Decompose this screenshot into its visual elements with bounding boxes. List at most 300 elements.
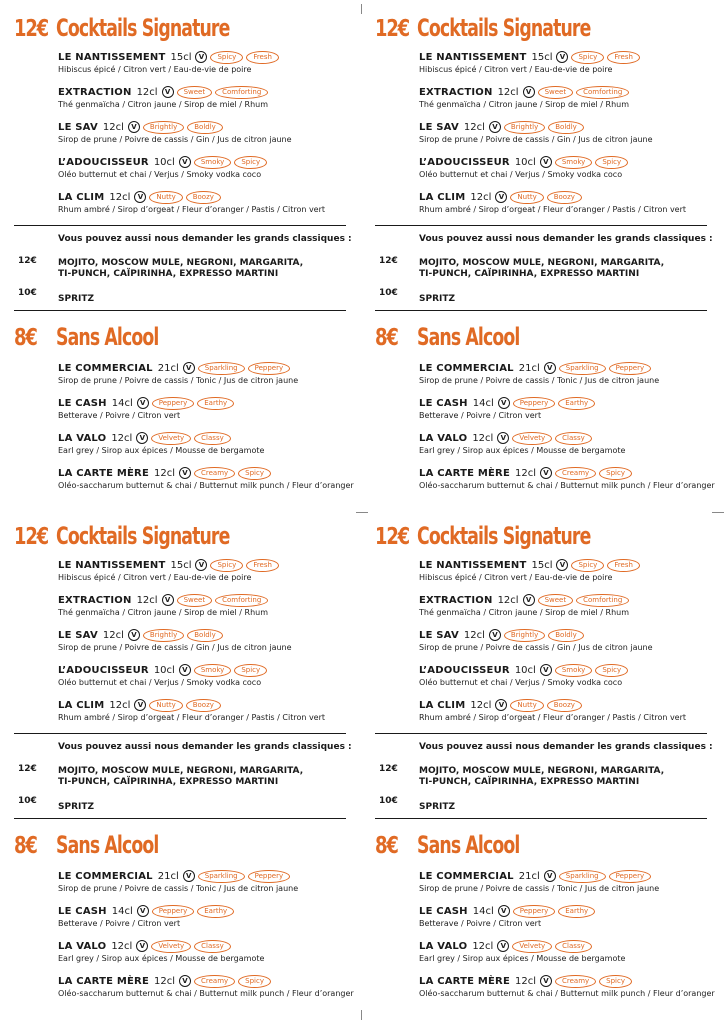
menu-item <box>419 663 724 687</box>
item-description: Oléo-saccharum butternut & chai / Butternut milk punch / Fleur d’oranger <box>58 481 354 490</box>
vegan-v-icon: V <box>498 905 510 917</box>
menu-item <box>419 431 724 455</box>
item-description: Betterave / Poivre / Citron vert <box>419 919 542 928</box>
item-name: LE COMMERCIAL <box>58 870 153 882</box>
item-name: LE CASH <box>58 905 107 917</box>
flavor-tag: Earthy <box>197 905 234 918</box>
flavor-tag: Peppery <box>609 870 652 883</box>
vegan-v-icon: V <box>136 940 148 952</box>
vegan-v-icon: V <box>195 51 207 63</box>
item-name: LE SAV <box>419 121 459 133</box>
vegan-v-icon: V <box>179 664 191 676</box>
flavor-tag: Earthy <box>197 397 234 410</box>
menu-item <box>419 698 724 722</box>
flavor-tag: Boozy <box>186 191 221 204</box>
flavor-tag: Comforting <box>215 86 268 99</box>
flavor-tag: Fresh <box>607 559 640 572</box>
classics-intro: Vous pouvez aussi nous demander les grands classiques : <box>419 742 713 752</box>
flavor-tag: Sparkling <box>198 870 245 883</box>
menu-item <box>58 155 366 179</box>
classics-price: 12€ <box>18 764 37 774</box>
section-title: Sans Alcool <box>417 323 520 351</box>
classics-price: 12€ <box>379 256 398 266</box>
spritz-label: SPRITZ <box>58 294 95 304</box>
vegan-v-icon: V <box>498 397 510 409</box>
menu-card <box>375 14 724 512</box>
flavor-tag: Classy <box>555 432 592 445</box>
flavor-tag: Peppery <box>513 905 556 918</box>
item-volume: 12cl <box>514 467 536 479</box>
vegan-v-icon: V <box>136 432 148 444</box>
spritz-price: 10€ <box>18 796 37 806</box>
flavor-tag: Earthy <box>558 397 595 410</box>
item-volume: 12cl <box>102 121 124 133</box>
item-name: LA VALO <box>58 940 107 952</box>
flavor-tag: Spicy <box>571 559 604 572</box>
spritz-label: SPRITZ <box>58 802 95 812</box>
item-name: LA CLIM <box>58 699 105 711</box>
item-description: Thé genmaïcha / Citron jaune / Sirop de miel / Rhum <box>58 608 269 617</box>
item-description: Sirop de prune / Poivre de cassis / Tonic / Jus de citron jaune <box>419 376 660 385</box>
flavor-tag: Brightly <box>504 121 545 134</box>
sans-alcool-header <box>375 831 724 865</box>
item-description: Rhum ambré / Sirop d’orgeat / Fleur d’oranger / Pastis / Citron vert <box>58 205 326 214</box>
flavor-tag: Fresh <box>607 51 640 64</box>
flavor-tag: Creamy <box>555 467 596 480</box>
item-volume: 12cl <box>109 191 131 203</box>
cocktails-list <box>14 50 366 214</box>
classics-price: 12€ <box>18 256 37 266</box>
item-description: Oléo butternut et chai / Verjus / Smoky vodka coco <box>58 678 262 687</box>
crop-mark <box>356 512 368 513</box>
item-name: LE NANTISSEMENT <box>419 51 527 63</box>
sans-alcool-header <box>14 323 366 357</box>
flavor-tag: Boozy <box>186 699 221 712</box>
item-name: LA VALO <box>58 432 107 444</box>
flavor-tag: Boldly <box>187 121 223 134</box>
item-description: Thé genmaïcha / Citron jaune / Sirop de miel / Rhum <box>419 608 630 617</box>
item-description: Oléo-saccharum butternut & chai / Butternut milk punch / Fleur d’oranger <box>419 989 715 998</box>
flavor-tag: Smoky <box>194 664 232 677</box>
vegan-v-icon: V <box>128 121 140 133</box>
item-description: Oléo-saccharum butternut & chai / Butternut milk punch / Fleur d’oranger <box>58 989 354 998</box>
vegan-v-icon: V <box>134 699 146 711</box>
vegan-v-icon: V <box>544 362 556 374</box>
item-description: Oléo butternut et chai / Verjus / Smoky vodka coco <box>419 170 623 179</box>
item-volume: 12cl <box>514 975 536 987</box>
vegan-v-icon: V <box>162 594 174 606</box>
flavor-tag: Spicy <box>595 156 628 169</box>
section-title: Cocktails Signature <box>417 14 591 42</box>
flavor-tag: Boldly <box>548 121 584 134</box>
flavor-tag: Classy <box>194 432 231 445</box>
flavor-tag: Peppery <box>609 362 652 375</box>
item-name: LE NANTISSEMENT <box>58 51 166 63</box>
sans-alcool-list <box>14 869 366 998</box>
flavor-tag: Spicy <box>571 51 604 64</box>
flavor-tag: Comforting <box>576 86 629 99</box>
menu-item <box>419 466 724 490</box>
flavor-tag: Creamy <box>194 975 235 988</box>
flavor-tag: Creamy <box>555 975 596 988</box>
item-volume: 10cl <box>153 664 175 676</box>
menu-item <box>58 904 366 928</box>
item-description: Betterave / Poivre / Citron vert <box>58 411 181 420</box>
item-description: Sirop de prune / Poivre de cassis / Tonic / Jus de citron jaune <box>58 884 299 893</box>
item-volume: 12cl <box>463 121 485 133</box>
vegan-v-icon: V <box>179 975 191 987</box>
classics-list-line2: TI-PUNCH, CAÏPIRINHA, EXPRESSO MARTINI <box>419 777 640 787</box>
classics-list-line2: TI-PUNCH, CAÏPIRINHA, EXPRESSO MARTINI <box>419 269 640 279</box>
item-description: Oléo butternut et chai / Verjus / Smoky vodka coco <box>58 170 262 179</box>
flavor-tag: Spicy <box>238 467 271 480</box>
spritz-price: 10€ <box>379 796 398 806</box>
flavor-tag: Nutty <box>510 191 543 204</box>
menu-item <box>419 628 724 652</box>
sans-alcool-list <box>14 361 366 490</box>
item-volume: 12cl <box>472 432 494 444</box>
menu-card <box>14 522 366 1020</box>
item-description: Hibiscus épicé / Citron vert / Eau-de-vie de poire <box>419 573 613 582</box>
item-name: LE SAV <box>58 629 98 641</box>
vegan-v-icon: V <box>544 870 556 882</box>
menu-item <box>419 190 724 214</box>
flavor-tag: Velvety <box>151 432 191 445</box>
vegan-v-icon: V <box>540 467 552 479</box>
menu-item <box>419 396 724 420</box>
cocktails-list <box>14 558 366 722</box>
cocktails-header <box>375 522 724 556</box>
item-description: Sirop de prune / Poivre de cassis / Gin / Jus de citron jaune <box>58 135 292 144</box>
item-volume: 12cl <box>153 467 175 479</box>
flavor-tag: Peppery <box>513 397 556 410</box>
classics-intro: Vous pouvez aussi nous demander les grands classiques : <box>58 234 352 244</box>
menu-item <box>419 155 724 179</box>
vegan-v-icon: V <box>540 664 552 676</box>
item-volume: 10cl <box>514 156 536 168</box>
item-volume: 15cl <box>531 559 553 571</box>
item-volume: 12cl <box>153 975 175 987</box>
section-price: 8€ <box>14 325 37 351</box>
classics-list-line1: MOJITO, MOSCOW MULE, NEGRONI, MARGARITA, <box>419 766 665 776</box>
vegan-v-icon: V <box>556 559 568 571</box>
classics-list-line1: MOJITO, MOSCOW MULE, NEGRONI, MARGARITA, <box>419 258 665 268</box>
classics-list-line2: TI-PUNCH, CAÏPIRINHA, EXPRESSO MARTINI <box>58 269 279 279</box>
menu-item <box>58 974 366 998</box>
menu-item <box>58 466 366 490</box>
item-volume: 14cl <box>472 397 494 409</box>
flavor-tag: Peppery <box>152 397 195 410</box>
item-description: Earl grey / Sirop aux épices / Mousse de bergamote <box>419 446 626 455</box>
sans-alcool-list <box>375 869 724 998</box>
menu-item <box>419 869 724 893</box>
item-volume: 10cl <box>153 156 175 168</box>
vegan-v-icon: V <box>183 870 195 882</box>
vegan-v-icon: V <box>137 905 149 917</box>
flavor-tag: Classy <box>194 940 231 953</box>
flavor-tag: Velvety <box>512 940 552 953</box>
menu-item <box>58 558 366 582</box>
item-name: L’ADOUCISSEUR <box>419 664 510 676</box>
item-name: LE COMMERCIAL <box>419 362 514 374</box>
item-description: Sirop de prune / Poivre de cassis / Tonic / Jus de citron jaune <box>419 884 660 893</box>
menu-item <box>58 50 366 74</box>
item-description: Betterave / Poivre / Citron vert <box>419 411 542 420</box>
item-description: Earl grey / Sirop aux épices / Mousse de bergamote <box>58 954 265 963</box>
flavor-tag: Sparkling <box>198 362 245 375</box>
item-volume: 15cl <box>170 559 192 571</box>
item-volume: 21cl <box>518 870 540 882</box>
item-name: LE COMMERCIAL <box>419 870 514 882</box>
menu-card <box>375 522 724 1020</box>
flavor-tag: Boozy <box>547 699 582 712</box>
item-description: Earl grey / Sirop aux épices / Mousse de bergamote <box>58 446 265 455</box>
classics-block <box>14 226 366 310</box>
item-name: L’ADOUCISSEUR <box>419 156 510 168</box>
item-volume: 10cl <box>514 664 536 676</box>
vegan-v-icon: V <box>183 362 195 374</box>
cocktails-list <box>375 558 724 722</box>
divider <box>375 310 707 311</box>
classics-block <box>375 734 724 818</box>
flavor-tag: Spicy <box>599 975 632 988</box>
flavor-tag: Peppery <box>248 362 291 375</box>
spritz-price: 10€ <box>18 288 37 298</box>
flavor-tag: Nutty <box>149 699 182 712</box>
classics-list-line1: MOJITO, MOSCOW MULE, NEGRONI, MARGARITA, <box>58 258 304 268</box>
item-volume: 12cl <box>102 629 124 641</box>
item-name: L’ADOUCISSEUR <box>58 156 149 168</box>
classics-list-line2: TI-PUNCH, CAÏPIRINHA, EXPRESSO MARTINI <box>58 777 279 787</box>
item-description: Sirop de prune / Poivre de cassis / Gin / Jus de citron jaune <box>58 643 292 652</box>
flavor-tag: Brightly <box>504 629 545 642</box>
section-price: 12€ <box>375 524 409 550</box>
flavor-tag: Sparkling <box>559 870 606 883</box>
cocktails-header <box>375 14 724 48</box>
item-name: EXTRACTION <box>58 86 132 98</box>
item-volume: 14cl <box>111 397 133 409</box>
flavor-tag: Nutty <box>149 191 182 204</box>
flavor-tag: Spicy <box>595 664 628 677</box>
spritz-label: SPRITZ <box>419 294 456 304</box>
flavor-tag: Smoky <box>194 156 232 169</box>
item-name: LE CASH <box>419 397 468 409</box>
flavor-tag: Fresh <box>246 51 279 64</box>
item-description: Hibiscus épicé / Citron vert / Eau-de-vie de poire <box>58 65 252 74</box>
flavor-tag: Smoky <box>555 664 593 677</box>
classics-price: 12€ <box>379 764 398 774</box>
vegan-v-icon: V <box>489 629 501 641</box>
menu-item <box>58 85 366 109</box>
menu-item <box>419 120 724 144</box>
flavor-tag: Earthy <box>558 905 595 918</box>
item-description: Rhum ambré / Sirop d’orgeat / Fleur d’oranger / Pastis / Citron vert <box>419 713 687 722</box>
item-volume: 12cl <box>497 86 519 98</box>
item-description: Sirop de prune / Poivre de cassis / Gin / Jus de citron jaune <box>419 643 653 652</box>
vegan-v-icon: V <box>128 629 140 641</box>
flavor-tag: Sweet <box>538 86 574 99</box>
section-price: 8€ <box>375 325 398 351</box>
item-name: LE CASH <box>419 905 468 917</box>
item-volume: 12cl <box>470 699 492 711</box>
flavor-tag: Spicy <box>234 664 267 677</box>
cocktails-list <box>375 50 724 214</box>
item-volume: 15cl <box>170 51 192 63</box>
item-volume: 12cl <box>463 629 485 641</box>
flavor-tag: Creamy <box>194 467 235 480</box>
item-name: LA CLIM <box>419 191 466 203</box>
item-volume: 21cl <box>157 870 179 882</box>
item-volume: 12cl <box>136 86 158 98</box>
flavor-tag: Peppery <box>152 905 195 918</box>
classics-intro: Vous pouvez aussi nous demander les grands classiques : <box>58 742 352 752</box>
item-volume: 14cl <box>111 905 133 917</box>
classics-list-line1: MOJITO, MOSCOW MULE, NEGRONI, MARGARITA, <box>58 766 304 776</box>
menu-item <box>58 190 366 214</box>
flavor-tag: Velvety <box>512 432 552 445</box>
section-price: 12€ <box>14 16 48 42</box>
vegan-v-icon: V <box>497 940 509 952</box>
vegan-v-icon: V <box>179 467 191 479</box>
item-description: Thé genmaïcha / Citron jaune / Sirop de miel / Rhum <box>58 100 269 109</box>
menu-item <box>419 904 724 928</box>
item-name: L’ADOUCISSEUR <box>58 664 149 676</box>
flavor-tag: Boldly <box>548 629 584 642</box>
flavor-tag: Classy <box>555 940 592 953</box>
vegan-v-icon: V <box>179 156 191 168</box>
section-title: Cocktails Signature <box>56 522 230 550</box>
item-name: LA CLIM <box>58 191 105 203</box>
spritz-label: SPRITZ <box>419 802 456 812</box>
item-volume: 15cl <box>531 51 553 63</box>
flavor-tag: Brightly <box>143 629 184 642</box>
section-title: Cocktails Signature <box>56 14 230 42</box>
flavor-tag: Spicy <box>234 156 267 169</box>
item-name: LE NANTISSEMENT <box>58 559 166 571</box>
flavor-tag: Velvety <box>151 940 191 953</box>
item-name: LE SAV <box>419 629 459 641</box>
vegan-v-icon: V <box>195 559 207 571</box>
flavor-tag: Fresh <box>246 559 279 572</box>
crop-mark <box>361 1010 362 1020</box>
section-title: Sans Alcool <box>417 831 520 859</box>
sans-alcool-header <box>375 323 724 357</box>
flavor-tag: Boldly <box>187 629 223 642</box>
spritz-price: 10€ <box>379 288 398 298</box>
item-volume: 14cl <box>472 905 494 917</box>
section-title: Sans Alcool <box>56 323 159 351</box>
item-description: Thé genmaïcha / Citron jaune / Sirop de miel / Rhum <box>419 100 630 109</box>
item-volume: 12cl <box>472 940 494 952</box>
menu-item <box>419 558 724 582</box>
item-name: EXTRACTION <box>419 594 493 606</box>
menu-item <box>58 628 366 652</box>
flavor-tag: Sparkling <box>559 362 606 375</box>
section-title: Sans Alcool <box>56 831 159 859</box>
vegan-v-icon: V <box>489 121 501 133</box>
item-name: LA CLIM <box>419 699 466 711</box>
classics-intro: Vous pouvez aussi nous demander les grands classiques : <box>419 234 713 244</box>
item-description: Rhum ambré / Sirop d’orgeat / Fleur d’oranger / Pastis / Citron vert <box>58 713 326 722</box>
item-name: LA CARTE MÈRE <box>419 467 510 479</box>
menu-item <box>419 974 724 998</box>
menu-item <box>419 50 724 74</box>
divider <box>375 818 707 819</box>
vegan-v-icon: V <box>495 699 507 711</box>
flavor-tag: Sweet <box>177 86 213 99</box>
item-name: LE NANTISSEMENT <box>419 559 527 571</box>
item-name: EXTRACTION <box>58 594 132 606</box>
item-description: Hibiscus épicé / Citron vert / Eau-de-vie de poire <box>419 65 613 74</box>
item-description: Oléo butternut et chai / Verjus / Smoky vodka coco <box>419 678 623 687</box>
item-description: Sirop de prune / Poivre de cassis / Gin / Jus de citron jaune <box>419 135 653 144</box>
item-description: Rhum ambré / Sirop d’orgeat / Fleur d’oranger / Pastis / Citron vert <box>419 205 687 214</box>
vegan-v-icon: V <box>134 191 146 203</box>
menu-item <box>58 698 366 722</box>
crop-mark <box>361 4 362 14</box>
item-description: Sirop de prune / Poivre de cassis / Tonic / Jus de citron jaune <box>58 376 299 385</box>
menu-card <box>14 14 366 512</box>
flavor-tag: Smoky <box>555 156 593 169</box>
item-volume: 21cl <box>518 362 540 374</box>
menu-item <box>58 120 366 144</box>
flavor-tag: Spicy <box>238 975 271 988</box>
flavor-tag: Boozy <box>547 191 582 204</box>
vegan-v-icon: V <box>523 86 535 98</box>
classics-block <box>14 734 366 818</box>
menu-item <box>58 361 366 385</box>
menu-item <box>58 663 366 687</box>
flavor-tag: Nutty <box>510 699 543 712</box>
menu-item <box>58 939 366 963</box>
item-name: LE CASH <box>58 397 107 409</box>
item-name: LE SAV <box>58 121 98 133</box>
item-volume: 12cl <box>497 594 519 606</box>
flavor-tag: Sweet <box>538 594 574 607</box>
menu-item <box>419 85 724 109</box>
menu-item <box>419 593 724 617</box>
flavor-tag: Comforting <box>576 594 629 607</box>
item-description: Hibiscus épicé / Citron vert / Eau-de-vie de poire <box>58 573 252 582</box>
classics-block <box>375 226 724 310</box>
item-name: LE COMMERCIAL <box>58 362 153 374</box>
menu-item <box>58 869 366 893</box>
item-volume: 12cl <box>109 699 131 711</box>
menu-item <box>58 593 366 617</box>
menu-item <box>58 396 366 420</box>
flavor-tag: Spicy <box>210 51 243 64</box>
divider <box>14 310 346 311</box>
item-name: LA CARTE MÈRE <box>58 975 149 987</box>
vegan-v-icon: V <box>137 397 149 409</box>
cocktails-header <box>14 14 366 48</box>
item-description: Betterave / Poivre / Citron vert <box>58 919 181 928</box>
menu-item <box>58 431 366 455</box>
item-volume: 12cl <box>111 432 133 444</box>
section-price: 8€ <box>375 833 398 859</box>
item-volume: 12cl <box>470 191 492 203</box>
flavor-tag: Brightly <box>143 121 184 134</box>
item-volume: 12cl <box>111 940 133 952</box>
section-price: 12€ <box>14 524 48 550</box>
flavor-tag: Peppery <box>248 870 291 883</box>
menu-item <box>419 361 724 385</box>
item-name: LA VALO <box>419 940 468 952</box>
section-title: Cocktails Signature <box>417 522 591 550</box>
vegan-v-icon: V <box>540 975 552 987</box>
section-price: 12€ <box>375 16 409 42</box>
crop-mark <box>712 512 724 513</box>
